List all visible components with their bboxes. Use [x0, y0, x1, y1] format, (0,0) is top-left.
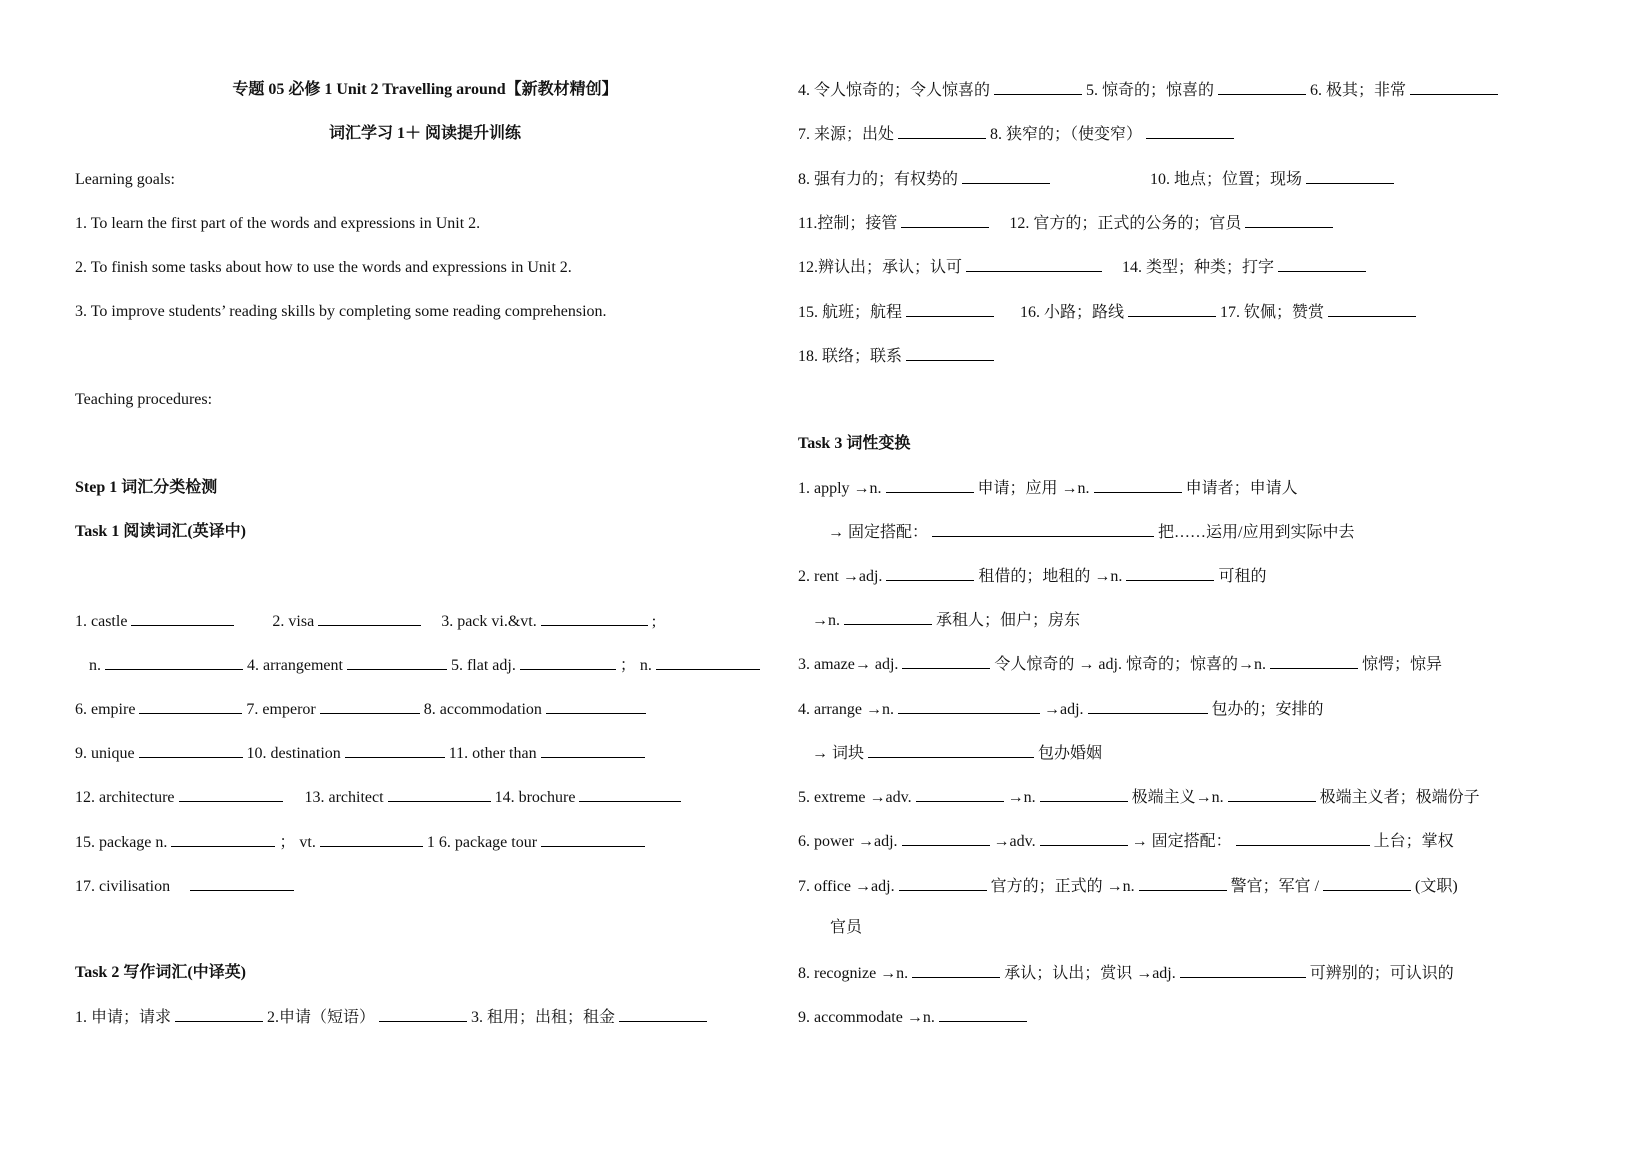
answer-blank[interactable]	[541, 743, 645, 758]
item-label: ； vt.	[279, 834, 316, 851]
item-label: 8. accommodation	[423, 701, 542, 718]
item-label: 6. 极其；非常	[1310, 82, 1407, 99]
task1-row	[75, 699, 646, 720]
item-label: 9. accommodate →n.	[798, 1009, 935, 1026]
item-label: (文职)	[1415, 878, 1458, 895]
answer-blank[interactable]	[1218, 80, 1306, 95]
item-label: 5. extreme →adv.	[798, 789, 912, 806]
task2-heading: Task 2 写作词汇(中译英)	[75, 964, 246, 981]
goal-item: 3. To improve students’ reading skills by completing some reading comprehension.	[75, 303, 607, 320]
task2-row	[798, 302, 1416, 323]
answer-blank[interactable]	[139, 699, 242, 714]
item-label: 包办婚姻	[1038, 745, 1103, 762]
answer-blank[interactable]	[962, 169, 1050, 184]
item-label: 8. recognize →n.	[798, 965, 909, 982]
task3-row	[798, 654, 1442, 675]
answer-blank[interactable]	[1146, 124, 1234, 139]
task3-row	[798, 876, 1458, 897]
answer-blank[interactable]	[1040, 787, 1128, 802]
item-label: 8. 强有力的；有权势的	[798, 171, 959, 188]
item-label: 8. 狭窄的；（使变窄）	[990, 126, 1143, 143]
answer-blank[interactable]	[320, 832, 423, 847]
answer-blank[interactable]	[131, 611, 234, 626]
item-label: → 固定搭配：	[1131, 833, 1232, 850]
answer-blank[interactable]	[619, 1007, 707, 1022]
task1-row	[75, 787, 681, 808]
answer-blank[interactable]	[179, 787, 283, 802]
item-label: 18. 联络；联系	[798, 348, 903, 365]
item-label: 7. office →adj.	[798, 878, 895, 895]
task1-row	[75, 743, 645, 764]
answer-blank[interactable]	[345, 743, 445, 758]
task1-row	[75, 832, 645, 853]
item-label: 2.申请（短语）	[267, 1009, 376, 1026]
item-label: 13. architect	[304, 789, 384, 806]
answer-blank[interactable]	[916, 787, 1004, 802]
answer-blank[interactable]	[1088, 699, 1208, 714]
answer-blank[interactable]	[175, 1007, 263, 1022]
answer-blank[interactable]	[1278, 257, 1366, 272]
answer-blank[interactable]	[886, 566, 974, 581]
answer-blank[interactable]	[546, 699, 646, 714]
item-label: 15. 航班；航程	[798, 304, 903, 321]
answer-blank[interactable]	[1128, 302, 1216, 317]
item-label: 1. apply →n.	[798, 480, 882, 497]
task2-row	[798, 124, 1234, 145]
item-label: 6. power →adj.	[798, 833, 898, 850]
goals-heading: Learning goals:	[75, 171, 175, 188]
procedures-heading: Teaching procedures:	[75, 391, 213, 408]
task3-row	[798, 478, 1298, 499]
answer-blank[interactable]	[1245, 213, 1333, 228]
answer-blank[interactable]	[105, 655, 243, 670]
answer-blank[interactable]	[899, 876, 987, 891]
item-label: 3. pack vi.&vt.	[441, 613, 537, 630]
answer-blank[interactable]	[901, 213, 989, 228]
answer-blank[interactable]	[318, 611, 421, 626]
answer-blank[interactable]	[966, 257, 1102, 272]
answer-blank[interactable]	[939, 1007, 1027, 1022]
answer-blank[interactable]	[844, 610, 932, 625]
item-label: 4. 令人惊奇的；令人惊喜的	[798, 82, 991, 99]
item-label: 4. arrange →n.	[798, 701, 894, 718]
answer-blank[interactable]	[1306, 169, 1394, 184]
item-label: →adv.	[993, 833, 1036, 850]
item-label: 可租的	[1218, 568, 1267, 585]
item-label: 3. amaze→ adj.	[798, 656, 899, 673]
task1-row	[75, 611, 656, 632]
item-label: 3. 租用；出租；租金	[471, 1009, 616, 1026]
item-label: →n.	[812, 612, 840, 629]
item-label: →n.	[1007, 789, 1036, 806]
item-label: 包办的；安排的	[1211, 701, 1324, 718]
item-label: 9. unique	[75, 745, 135, 762]
task2-row	[798, 257, 1366, 278]
item-label: 官员	[830, 919, 863, 936]
item-label: 6. empire	[75, 701, 136, 718]
answer-blank[interactable]	[347, 655, 447, 670]
task2-row	[798, 346, 994, 367]
item-label: n.	[89, 657, 101, 674]
answer-blank[interactable]	[171, 832, 275, 847]
answer-blank[interactable]	[898, 124, 986, 139]
item-label: 7. 来源；出处	[798, 126, 895, 143]
answer-blank[interactable]	[656, 655, 760, 670]
goal-item: 1. To learn the first part of the words and expressions in Unit 2.	[75, 215, 481, 232]
item-label: 17. 钦佩；赞赏	[1220, 304, 1325, 321]
item-label: 10. destination	[246, 745, 341, 762]
task3-row	[798, 1007, 1027, 1028]
item-label: 令人惊奇的 → adj. 惊奇的；惊喜的→n.	[994, 656, 1266, 673]
answer-blank[interactable]	[139, 743, 243, 758]
task3-row	[798, 963, 1454, 984]
answer-blank[interactable]	[388, 787, 491, 802]
answer-blank[interactable]	[912, 963, 1000, 978]
item-label: 16. 小路；路线	[1020, 304, 1125, 321]
item-label: 7. emperor	[246, 701, 316, 718]
document-title: 专题 05 必修 1 Unit 2 Travelling around【新教材精创】	[232, 81, 618, 98]
answer-blank[interactable]	[1270, 654, 1358, 669]
item-label: 12. architecture	[75, 789, 175, 806]
answer-blank[interactable]	[1228, 787, 1316, 802]
item-label: 11.控制；接管	[798, 215, 898, 232]
answer-blank[interactable]	[1236, 831, 1370, 846]
answer-blank[interactable]	[1328, 302, 1416, 317]
task2-row	[798, 169, 1394, 190]
answer-blank[interactable]	[1323, 876, 1411, 891]
task2-row	[798, 213, 1333, 234]
item-label: 12.辨认出；承认；认可	[798, 259, 963, 276]
item-label: 14. brochure	[494, 789, 576, 806]
item-label: 惊愕；惊异	[1361, 656, 1442, 673]
task2-row	[75, 1007, 707, 1028]
task3-row	[812, 743, 1102, 764]
separator: ;	[651, 613, 657, 630]
answer-blank[interactable]	[1410, 80, 1498, 95]
task1-row	[89, 655, 760, 676]
task2-row	[798, 80, 1498, 101]
item-label: 官方的；正式的 →n.	[990, 878, 1135, 895]
item-label: 承认；认出；赏识 →adj.	[1004, 965, 1176, 982]
item-label: 10. 地点；位置；现场	[1150, 171, 1303, 188]
answer-blank[interactable]	[902, 654, 990, 669]
item-label: 4. arrangement	[247, 657, 343, 674]
item-label: 极端主义者；极端份子	[1319, 789, 1480, 806]
item-label: 11. other than	[448, 745, 537, 762]
task3-row	[828, 522, 1354, 543]
goal-item: 2. To finish some tasks about how to use the words and expressions in Unit 2.	[75, 259, 572, 276]
answer-blank[interactable]	[379, 1007, 467, 1022]
answer-blank[interactable]	[520, 655, 616, 670]
task3-row	[798, 787, 1480, 808]
answer-blank[interactable]	[902, 831, 990, 846]
answer-blank[interactable]	[1139, 876, 1227, 891]
answer-blank[interactable]	[994, 80, 1082, 95]
answer-blank[interactable]	[932, 522, 1154, 537]
item-label: 极端主义→n.	[1131, 789, 1224, 806]
item-label: 警官；军官 /	[1230, 878, 1320, 895]
item-label: 12. 官方的；正式的公务的；官员	[1009, 215, 1242, 232]
item-label: 2. visa	[272, 613, 315, 630]
task3-row	[798, 831, 1454, 852]
task3-row	[798, 566, 1266, 587]
answer-blank[interactable]	[541, 832, 645, 847]
item-label: 5. flat adj.	[450, 657, 516, 674]
task1-row	[75, 876, 294, 897]
item-label: 17. civilisation	[75, 878, 171, 895]
task1-heading: Task 1 阅读词汇(英译中)	[75, 523, 246, 540]
item-label: 申请者；申请人	[1185, 480, 1298, 497]
item-label: ； n.	[619, 657, 652, 674]
item-label: 上台；掌权	[1373, 833, 1454, 850]
answer-blank[interactable]	[868, 743, 1034, 758]
answer-blank[interactable]	[320, 699, 420, 714]
item-label: 可辨别的；可认识的	[1309, 965, 1454, 982]
answer-blank[interactable]	[579, 787, 681, 802]
answer-blank[interactable]	[541, 611, 648, 626]
item-label: 1. castle	[75, 613, 128, 630]
item-label: 1. 申请；请求	[75, 1009, 172, 1026]
item-label: → 词块	[812, 745, 865, 762]
task3-row	[830, 918, 862, 938]
item-label: 租借的；地租的 →n.	[978, 568, 1123, 585]
answer-blank[interactable]	[1180, 963, 1306, 978]
item-label: 承租人；佃户；房东	[936, 612, 1081, 629]
answer-blank[interactable]	[1040, 831, 1128, 846]
item-label: 1 6. package tour	[426, 834, 538, 851]
answer-blank[interactable]	[190, 876, 294, 891]
answer-blank[interactable]	[1126, 566, 1214, 581]
item-label: 2. rent →adj.	[798, 568, 883, 585]
task3-row	[798, 699, 1324, 720]
document-subtitle: 词汇学习 1＋ 阅读提升训练	[328, 125, 521, 142]
answer-blank[interactable]	[886, 478, 974, 493]
item-label: 把……运用/应用到实际中去	[1158, 524, 1355, 541]
answer-blank[interactable]	[906, 302, 994, 317]
item-label: 申请；应用 →n.	[977, 480, 1090, 497]
item-label: 14. 类型；种类；打字	[1122, 259, 1275, 276]
answer-blank[interactable]	[898, 699, 1040, 714]
answer-blank[interactable]	[906, 346, 994, 361]
item-label: 15. package n.	[75, 834, 168, 851]
task3-heading: Task 3 词性变换	[798, 435, 911, 452]
task3-row	[812, 610, 1080, 631]
item-label: → 固定搭配：	[828, 524, 929, 541]
item-label: →adj.	[1043, 701, 1084, 718]
step1-heading: Step 1 词汇分类检测	[75, 479, 218, 496]
answer-blank[interactable]	[1094, 478, 1182, 493]
item-label: 5. 惊奇的；惊喜的	[1086, 82, 1215, 99]
